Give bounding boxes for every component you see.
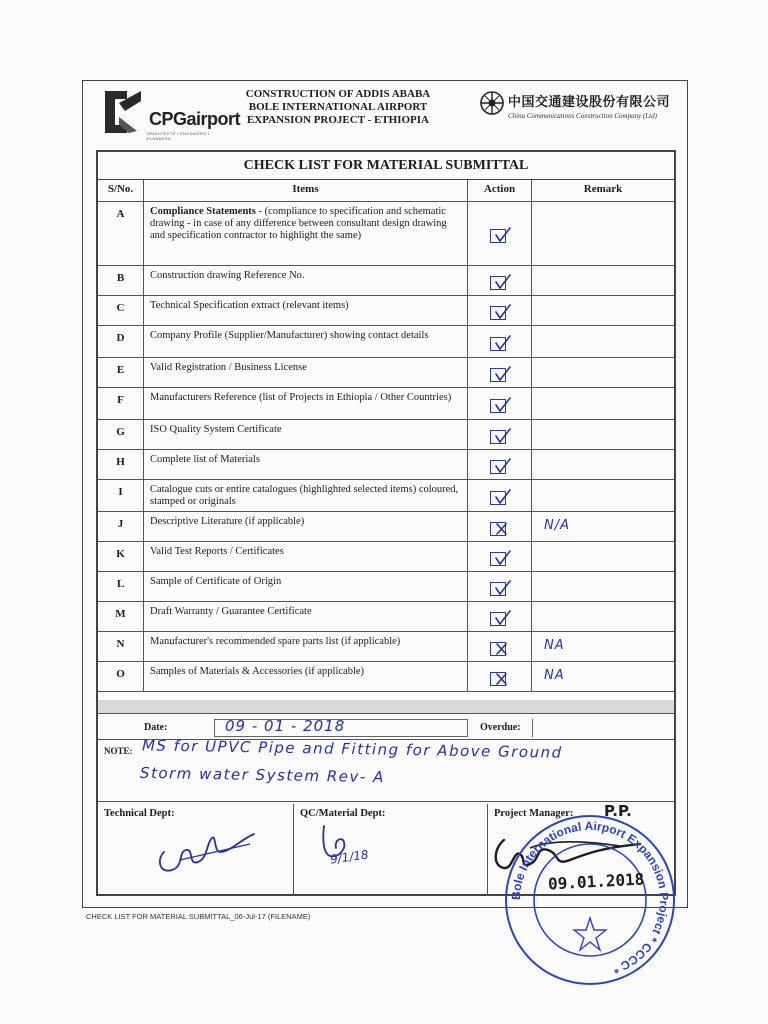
table-row	[98, 542, 674, 572]
checklist-sheet	[96, 150, 676, 896]
cpg-logo	[101, 87, 241, 141]
table-row	[98, 358, 674, 388]
row-remark-cell	[532, 326, 674, 357]
row-item-cell	[144, 420, 468, 449]
row-remark-cell	[532, 662, 674, 691]
company-name-en: China Communications Construction Company (Ltd)	[508, 112, 657, 120]
row-sno-cell	[98, 296, 144, 325]
checklist-title: CHECK LIST FOR MATERIAL SUBMITTAL	[98, 152, 674, 180]
row-remark-cell	[532, 572, 674, 601]
company-emblem-icon	[478, 89, 506, 117]
row-action-checkbox[interactable]	[490, 522, 506, 536]
row-sno: E	[116, 364, 125, 376]
row-item-cell	[144, 326, 468, 357]
row-sno-cell	[98, 388, 144, 419]
date-value: 09 - 01 - 2018	[225, 717, 346, 735]
row-sno-cell	[98, 662, 144, 691]
row-item-text: Company Profile (Supplier/Manufacturer) showing contact details	[150, 330, 429, 341]
row-remark-cell	[532, 450, 674, 479]
row-item-text: Complete list of Materials	[150, 454, 260, 465]
row-sno-cell	[98, 202, 144, 265]
row-item-text: ISO Quality System Certificate	[150, 424, 282, 435]
row-item-text: Catalogue cuts or entire catalogues (highlighted selected items) coloured, stamped or originals	[150, 484, 459, 507]
row-sno: L	[116, 578, 125, 590]
row-item-cell	[144, 512, 468, 541]
row-remark: NA	[544, 638, 565, 653]
row-item-text: - (compliance to specification and schematic drawing - in case of any difference between consultant design drawing and specification contractor to highlight the same)	[150, 206, 447, 241]
technical-dept-box	[98, 804, 294, 896]
row-action-cell	[468, 358, 532, 387]
row-action-checkbox[interactable]	[490, 491, 506, 505]
cross-mark-icon	[493, 639, 511, 655]
row-sno-cell	[98, 450, 144, 479]
check-mark-icon	[493, 427, 511, 443]
row-action-cell	[468, 662, 532, 691]
row-item-text: Valid Registration / Business License	[150, 362, 307, 373]
row-item-cell	[144, 450, 468, 479]
table-row	[98, 512, 674, 542]
row-item-text: Construction drawing Reference No.	[150, 270, 305, 281]
check-mark-icon	[493, 549, 511, 565]
qc-dept-label: QC/Material Dept:	[300, 808, 386, 819]
date-field[interactable]	[214, 719, 468, 737]
check-mark-icon	[493, 226, 511, 242]
row-action-checkbox[interactable]	[490, 430, 506, 444]
row-item-text: Descriptive Literature (if applicable)	[150, 516, 305, 527]
row-action-cell	[468, 480, 532, 511]
row-action-checkbox[interactable]	[490, 642, 506, 656]
row-remark-cell	[532, 358, 674, 387]
table-row	[98, 450, 674, 480]
row-sno: H	[116, 456, 125, 468]
row-sno-cell	[98, 632, 144, 661]
row-action-cell	[468, 388, 532, 419]
note-line-1: MS for UPVC Pipe and Fitting for Above Ground	[141, 736, 563, 762]
row-item-text: Manufacturer's recommended spare parts list (if applicable)	[150, 636, 401, 647]
cross-mark-icon	[493, 519, 511, 535]
row-item-text: Draft Warranty / Guarantee Certificate	[150, 606, 312, 617]
row-sno: A	[116, 208, 125, 220]
project-manager-note: P.P.	[604, 802, 632, 820]
row-action-cell	[468, 420, 532, 449]
table-row	[98, 296, 674, 326]
check-mark-icon	[493, 273, 511, 289]
row-action-cell	[468, 450, 532, 479]
stamp-ring-text: Bole International Airport Expansion Project * CCCC *	[508, 818, 672, 977]
row-item-text: Valid Test Reports / Certificates	[150, 546, 284, 557]
column-header-remark: Remark	[583, 183, 623, 195]
company-block	[478, 89, 688, 129]
note-label: NOTE:	[104, 746, 133, 756]
project-title	[233, 88, 443, 127]
logo-tagline: ARCHITECTS • ENGINEERS • PLANNERS	[147, 131, 210, 141]
row-remark-cell	[532, 512, 674, 541]
table-row	[98, 602, 674, 632]
note-area	[98, 736, 674, 802]
table-row	[98, 202, 674, 266]
table-row	[98, 388, 674, 420]
table-row	[98, 326, 674, 358]
row-item-cell	[144, 388, 468, 419]
row-sno: F	[117, 394, 124, 406]
check-mark-icon	[493, 334, 511, 350]
row-remark-cell	[532, 388, 674, 419]
row-action-checkbox[interactable]	[490, 337, 506, 351]
row-item-heading: Compliance Statements	[150, 206, 256, 217]
row-item-cell	[144, 296, 468, 325]
row-remark-cell	[532, 202, 674, 265]
shaded-separator	[98, 700, 674, 714]
row-sno: C	[116, 302, 125, 314]
table-row	[98, 572, 674, 602]
row-sno-cell	[98, 512, 144, 541]
row-item-cell	[144, 266, 468, 295]
row-action-cell	[468, 632, 532, 661]
check-mark-icon	[493, 579, 511, 595]
row-remark-cell	[532, 602, 674, 631]
row-item-text: Manufacturers Reference (list of Projects in Ethiopia / Other Countries)	[150, 392, 452, 403]
footer-filename: CHECK LIST FOR MATERIAL SUBMITTAL_06-Jul-17 (FILENAME)	[86, 912, 311, 921]
svg-text:Bole International Airport Exp	[509, 819, 671, 977]
row-remark: NA	[544, 668, 565, 683]
row-sno: J	[117, 518, 124, 530]
row-action-cell	[468, 602, 532, 631]
date-label: Date:	[144, 722, 168, 733]
check-mark-icon	[493, 365, 511, 381]
row-item-cell	[144, 542, 468, 571]
project-title-line: CONSTRUCTION OF ADDIS ABABA	[245, 88, 431, 100]
row-sno-cell	[98, 572, 144, 601]
row-action-checkbox[interactable]	[490, 460, 506, 474]
row-remark: N/A	[544, 518, 570, 533]
row-sno-cell	[98, 266, 144, 295]
row-action-checkbox[interactable]	[490, 552, 506, 566]
project-manager-label: Project Manager:	[494, 808, 574, 819]
row-sno: K	[116, 548, 125, 560]
check-mark-icon	[493, 457, 511, 473]
row-remark-cell	[532, 420, 674, 449]
row-action-checkbox[interactable]	[490, 306, 506, 320]
row-sno: N	[116, 638, 125, 650]
column-header-action: Action	[468, 180, 532, 201]
row-sno-cell	[98, 602, 144, 631]
logo-text: CPGairport	[149, 109, 241, 129]
column-header-items: Items	[144, 180, 468, 201]
row-remark-cell	[532, 296, 674, 325]
row-item-cell	[144, 358, 468, 387]
row-action-cell	[468, 296, 532, 325]
row-sno: O	[116, 668, 125, 680]
row-action-checkbox[interactable]	[490, 582, 506, 596]
project-title-line: BOLE INTERNATIONAL AIRPORT	[248, 101, 428, 113]
row-sno: I	[118, 486, 123, 498]
row-action-cell	[468, 572, 532, 601]
column-header-sno: S/No.	[98, 180, 144, 201]
row-sno: D	[116, 332, 125, 344]
row-action-cell	[468, 202, 532, 265]
row-sno-cell	[98, 326, 144, 357]
technical-dept-signature-icon	[150, 822, 260, 882]
qc-sign-date: 9/1/18	[329, 847, 370, 867]
check-mark-icon	[493, 488, 511, 504]
row-action-checkbox[interactable]	[490, 229, 506, 243]
qc-dept-box	[294, 804, 488, 896]
company-name-cn: 中国交通建设股份有限公司	[508, 95, 671, 110]
row-sno-cell	[98, 480, 144, 511]
row-action-checkbox[interactable]	[490, 612, 506, 626]
check-mark-icon	[493, 303, 511, 319]
row-item-text: Sample of Certificate of Origin	[150, 576, 282, 587]
stamp-date: 09.01.2018	[547, 869, 645, 894]
row-item-cell	[144, 632, 468, 661]
check-mark-icon	[493, 609, 511, 625]
row-action-cell	[468, 542, 532, 571]
row-remark-cell	[532, 480, 674, 511]
row-sno-cell	[98, 420, 144, 449]
row-action-cell	[468, 512, 532, 541]
project-stamp-icon	[500, 810, 680, 990]
cpg-logo-mark-icon	[101, 87, 145, 137]
row-remark-cell	[532, 266, 674, 295]
row-sno: G	[116, 426, 125, 438]
row-sno-cell	[98, 542, 144, 571]
row-item-cell	[144, 572, 468, 601]
table-row	[98, 662, 674, 692]
row-action-checkbox[interactable]	[490, 672, 506, 686]
project-title-line: EXPANSION PROJECT - ETHIOPIA	[246, 114, 430, 126]
table-header-row	[98, 180, 674, 202]
row-remark-cell	[532, 632, 674, 661]
row-item-cell	[144, 480, 468, 511]
document-header	[83, 81, 687, 149]
note-line-2: Storm water System Rev- A	[139, 763, 385, 787]
row-sno: M	[115, 608, 126, 620]
row-item-cell	[144, 602, 468, 631]
row-item-cell	[144, 662, 468, 691]
overdue-field[interactable]	[532, 719, 677, 737]
check-mark-icon	[493, 396, 511, 412]
row-item-text: Samples of Materials & Accessories (if applicable)	[150, 666, 365, 677]
row-sno-cell	[98, 358, 144, 387]
row-action-cell	[468, 326, 532, 357]
row-item-text: Technical Specification extract (relevant items)	[150, 300, 349, 311]
technical-dept-label: Technical Dept:	[104, 808, 175, 819]
table-row	[98, 632, 674, 662]
row-action-checkbox[interactable]	[490, 276, 506, 290]
table-row	[98, 480, 674, 512]
row-item-cell	[144, 202, 468, 265]
row-remark-cell	[532, 542, 674, 571]
table-row	[98, 266, 674, 296]
row-action-checkbox[interactable]	[490, 399, 506, 413]
overdue-label: Overdue:	[480, 722, 521, 733]
row-action-checkbox[interactable]	[490, 368, 506, 382]
row-sno: B	[116, 272, 125, 284]
row-action-cell	[468, 266, 532, 295]
cross-mark-icon	[493, 669, 511, 685]
table-row	[98, 420, 674, 450]
